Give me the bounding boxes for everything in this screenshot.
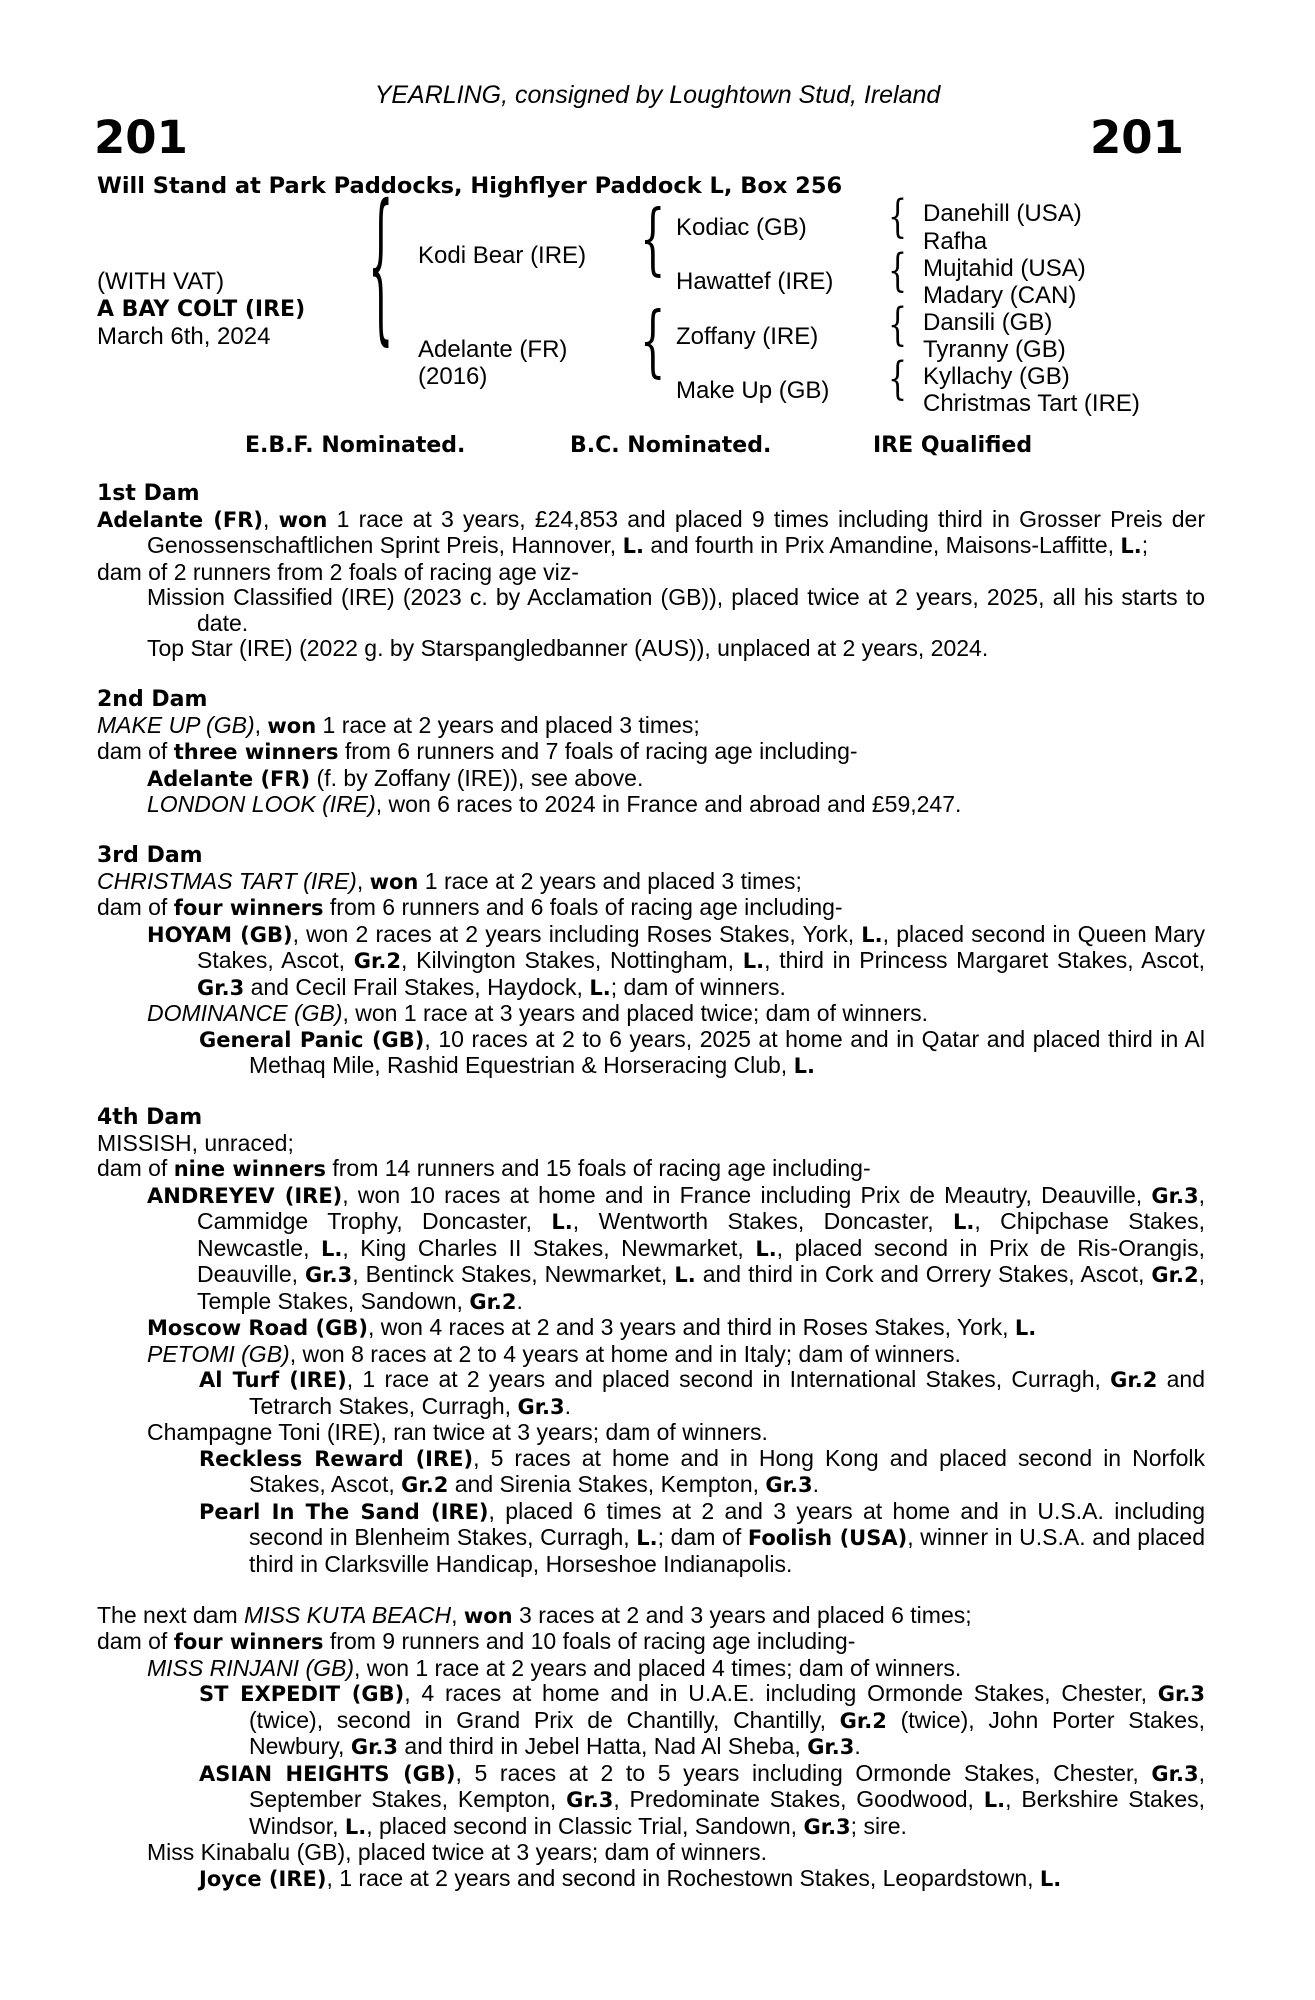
bold-text: Gr.3	[803, 1814, 851, 1839]
text-run: , winner in U.S.A. and placed third in Clarksville Handicap, Horseshoe Indianapolis.	[249, 1524, 1206, 1577]
text-run: , Kilvington Stakes, Nottingham,	[401, 947, 743, 973]
bold-text: four winners	[173, 896, 324, 920]
bold-text: L.	[983, 1788, 1006, 1812]
pedigree-entry	[97, 1629, 1205, 1656]
text-run: , Temple Stakes, Sandown,	[197, 1261, 1205, 1314]
pedigree-entry	[97, 560, 1205, 586]
bold-text: HOYAM (GB)	[147, 922, 293, 947]
bold-text: won	[463, 1603, 513, 1628]
text-run: , third in Princess Margaret Stakes, Ascot,	[764, 947, 1206, 973]
bold-text: ANDREYEV (IRE)	[147, 1183, 343, 1208]
bold-text: Gr.3	[517, 1394, 565, 1419]
pedigree-brace-ggp2: {	[888, 245, 908, 298]
pedigree-entry	[97, 922, 1205, 1002]
pedigree-brace-sire: {	[640, 195, 666, 285]
text-run: , 1 race at 2 years and placed second in International Stakes, Curragh,	[346, 1366, 1111, 1392]
bold-text: L.	[321, 1236, 343, 1261]
text-run: from 9 runners and 10 foals of racing age including-	[323, 1628, 856, 1654]
bold-text: ASIAN HEIGHTS (GB)	[199, 1761, 456, 1786]
bold-text: L.	[742, 949, 765, 973]
section-heading: 1st Dam	[97, 481, 200, 506]
pedigree-brace-ggp4: {	[888, 353, 908, 406]
bold-text: General Panic (GB)	[199, 1027, 425, 1052]
text-run: , 10 races at 2 to 6 years, 2025 at home and in Qatar and placed third in Al Methaq Mile, Rashid Equestrian & Horseracing Club,	[249, 1025, 1205, 1078]
bold-text: four winners	[173, 1630, 324, 1654]
pedigree-entry	[97, 1001, 1205, 1027]
bold-text: Gr.3	[305, 1263, 353, 1287]
text-run: and fourth in Prix Amandine, Maisons-Laffitte,	[643, 532, 1121, 558]
sire-sire: Kodiac (GB)	[676, 214, 807, 241]
text-run: from 14 runners and 15 foals of racing age including-	[325, 1155, 871, 1181]
italic-text: MISS RINJANI (GB)	[147, 1654, 355, 1681]
pedigree-entry	[97, 766, 1205, 793]
text-run: (twice), John Porter Stakes, Newbury,	[249, 1706, 1205, 1759]
text-run: , 4 races at home and in U.A.E. including Ormonde Stakes, Chester,	[404, 1680, 1158, 1706]
pedigree-entry	[97, 895, 1205, 922]
pedigree-entry	[97, 1840, 1205, 1866]
text-run: , won 2 races at 2 years including Roses Stakes, York,	[292, 920, 862, 947]
text-run: , 5 races at 2 to 5 years including Ormonde Stakes, Chester,	[455, 1759, 1152, 1786]
pedigree-entry	[97, 1027, 1205, 1080]
text-run: , Berkshire Stakes, Windsor,	[249, 1786, 1206, 1839]
bold-text: three winners	[173, 740, 339, 764]
text-run: , won 10 races at home and in France including Prix de Meautry, Deauville,	[342, 1181, 1152, 1208]
text-run: Champagne Toni (IRE), ran twice at 3 years; dam of winners.	[147, 1419, 768, 1445]
pedigree-entry	[97, 1156, 1205, 1183]
text-run: and third in Jebel Hatta, Nad Al Sheba,	[398, 1733, 808, 1759]
bold-text: L.	[861, 922, 883, 947]
sire-dam: Hawattef (IRE)	[676, 268, 834, 295]
bold-text: L.	[1039, 1866, 1062, 1891]
bold-text: Gr.3	[1151, 1183, 1199, 1208]
pedigree-entry	[97, 1866, 1205, 1893]
bold-text: Foolish (USA)	[747, 1526, 908, 1550]
pedigree-brace-ggp3: {	[888, 299, 908, 352]
catalogue-body	[97, 481, 1205, 1892]
consignment-subtitle: YEARLING, consigned by Loughtown Stud, Ireland	[374, 81, 941, 109]
bold-text: L.	[953, 1210, 975, 1234]
pedigree-entry	[97, 1183, 1205, 1316]
bold-text: Gr.3	[1157, 1682, 1205, 1706]
bold-text: L.	[551, 1210, 573, 1234]
dam-name: Adelante (FR)	[418, 336, 568, 363]
pedigree-entry	[97, 1761, 1205, 1841]
text-run: ; sire.	[850, 1812, 907, 1839]
text-run: Top Star (IRE) (2022 g. by Starspangledbanner (AUS)), unplaced at 2 years, 2024.	[147, 635, 989, 661]
bold-text: L.	[636, 1526, 658, 1550]
dam-sire: Zoffany (IRE)	[676, 323, 819, 350]
text-run: , placed 6 times at 2 and 3 years at home and in U.S.A. including second in Blenheim Stakes, Curragh,	[249, 1497, 1206, 1550]
text-run: , King Charles II Stakes, Newmarket,	[342, 1234, 756, 1261]
bold-text: Gr.3	[197, 975, 245, 1000]
bold-text: Al Turf (IRE)	[199, 1368, 347, 1392]
bc-nomination: B.C. Nominated.	[570, 433, 772, 458]
horse-name: A BAY COLT (IRE)	[97, 297, 306, 322]
text-run: and Sirenia Stakes, Kempton,	[448, 1471, 766, 1497]
text-run: .	[564, 1392, 572, 1419]
text-run: ,	[451, 1601, 464, 1628]
ggp-5: Dansili (GB)	[923, 309, 1053, 336]
bold-text: Gr.3	[566, 1788, 614, 1812]
lot-number-left: 201	[94, 111, 188, 164]
pedigree-entry	[97, 713, 1205, 740]
text-run: , Predominate Stakes, Goodwood,	[613, 1786, 984, 1812]
text-run: dam of	[97, 1628, 174, 1654]
pedigree-entry	[97, 792, 1205, 818]
bold-text: Adelante (FR)	[147, 766, 311, 791]
dam-year: (2016)	[418, 363, 488, 390]
text-run: , 5 races at home and in Hong Kong and placed second in Norfolk Stakes, Ascot,	[249, 1444, 1205, 1497]
text-run: ,	[262, 505, 279, 532]
text-run: dam of	[97, 738, 174, 764]
text-run: , won 4 races at 2 and 3 years and third in Roses Stakes, York,	[367, 1314, 1015, 1340]
vat-note: (WITH VAT)	[97, 268, 225, 295]
bold-text: L.	[622, 534, 644, 558]
ebf-nomination: E.B.F. Nominated.	[245, 433, 466, 458]
ggp-6: Tyranny (GB)	[923, 336, 1066, 363]
bold-text: won	[278, 507, 328, 532]
text-run: and third in Cork and Orrery Stakes, Ascot,	[695, 1261, 1152, 1287]
text-run: ; dam of winners.	[610, 973, 786, 1000]
text-run: , 1 race at 2 years and second in Rochestown Stakes, Leopardstown,	[326, 1864, 1040, 1891]
text-run: (f. by Zoffany (IRE)), see above.	[310, 764, 644, 791]
text-run: , placed second in Queen Mary Stakes, Ascot,	[197, 920, 1205, 973]
dam-dam: Make Up (GB)	[676, 377, 830, 404]
text-run: , won 1 race at 3 years and placed twice; dam of winners.	[342, 1000, 929, 1026]
text-run: , placed second in Classic Trial, Sandown,	[366, 1812, 804, 1839]
bold-text: Gr.3	[765, 1473, 813, 1497]
pedigree-brace-ggp1: {	[888, 191, 908, 244]
italic-text: LONDON LOOK (IRE)	[147, 791, 376, 817]
pedigree-entry	[97, 1420, 1205, 1446]
pedigree-entry	[97, 1656, 1205, 1682]
pedigree-entry	[97, 507, 1205, 560]
text-run: Miss Kinabalu (GB), placed twice at 3 years; dam of winners.	[147, 1839, 767, 1865]
text-run: Mission Classified (IRE) (2023 c. by Acclamation (GB)), placed twice at 2 years, 2025, all his starts to date.	[147, 584, 1205, 636]
text-run: .	[812, 1471, 820, 1497]
ggp-1: Danehill (USA)	[923, 200, 1082, 227]
pedigree-brace-dam: {	[640, 297, 666, 387]
italic-text: PETOMI (GB)	[147, 1340, 290, 1367]
italic-text: MISS KUTA BEACH	[244, 1601, 452, 1628]
text-run: and Tetrarch Stakes, Curragh,	[249, 1366, 1205, 1419]
text-run: , Chipchase Stakes, Newcastle,	[197, 1208, 1205, 1261]
text-run: 3 races at 2 and 3 years and placed 6 times;	[512, 1601, 972, 1628]
text-run: dam of	[97, 1155, 174, 1181]
text-run: from 6 runners and 7 foals of racing age including-	[338, 738, 858, 764]
pedigree-entry	[97, 869, 1205, 896]
bold-text: Joyce (IRE)	[199, 1866, 327, 1891]
pedigree-entry	[97, 1603, 1205, 1630]
bold-text: L.	[1014, 1316, 1037, 1340]
bold-text: Gr.2	[1151, 1263, 1199, 1287]
pedigree-brace-main: {	[368, 173, 394, 363]
bold-text: Gr.3	[807, 1735, 855, 1759]
text-run: , September Stakes, Kempton,	[249, 1759, 1205, 1812]
bold-text: L.	[589, 975, 611, 1000]
text-run: 1 race at 2 years and placed 3 times;	[316, 711, 700, 738]
bold-text: L.	[755, 1236, 777, 1261]
bold-text: L.	[1120, 534, 1142, 558]
text-run: , won 6 races to 2024 in France and abroad and £59,247.	[375, 791, 962, 817]
bold-text: Gr.2	[1110, 1368, 1158, 1392]
text-run: , Bentinck Stakes, Newmarket,	[352, 1261, 675, 1287]
bold-text: Moscow Road (GB)	[147, 1316, 368, 1340]
text-run: and Cecil Frail Stakes, Haydock,	[244, 973, 590, 1000]
pedigree-entry	[97, 1342, 1205, 1368]
text-run: ,	[356, 867, 370, 894]
text-run: ,	[254, 711, 268, 738]
pedigree-entry	[97, 585, 1205, 636]
bold-text: Gr.3	[350, 1735, 399, 1759]
text-run: , won 1 race at 2 years and placed 4 times; dam of winners.	[354, 1654, 962, 1681]
bold-text: ST EXPEDIT (GB)	[199, 1682, 405, 1706]
pedigree-entry	[97, 739, 1205, 766]
pedigree-entry	[97, 1367, 1205, 1420]
text-run: 1 race at 2 years and placed 3 times;	[418, 867, 802, 894]
italic-text: MAKE UP (GB)	[97, 711, 255, 738]
text-run: The next dam	[97, 1601, 245, 1628]
text-run: ;	[1141, 532, 1149, 558]
bold-text: Pearl In The Sand (IRE)	[199, 1499, 489, 1524]
text-run: (twice), second in Grand Prix de Chantilly, Chantilly,	[249, 1706, 840, 1733]
sire-name: Kodi Bear (IRE)	[418, 242, 587, 269]
bold-text: Gr.2	[353, 949, 401, 973]
ire-qualified: IRE Qualified	[873, 433, 1033, 458]
pedigree-entry	[97, 1131, 1205, 1157]
ggp-7: Kyllachy (GB)	[923, 363, 1070, 390]
bold-text: L.	[793, 1054, 815, 1078]
bold-text: L.	[674, 1263, 696, 1287]
bold-text: Adelante (FR)	[97, 507, 263, 532]
paragraph-gap	[97, 1577, 1205, 1603]
italic-text: CHRISTMAS TART (IRE)	[97, 867, 357, 894]
ggp-4: Madary (CAN)	[923, 282, 1077, 309]
text-run: .	[854, 1733, 861, 1759]
text-run: from 6 runners and 6 foals of racing age including-	[323, 894, 843, 920]
bold-text: won	[267, 713, 317, 738]
text-run: 1 race at 3 years, £24,853 and placed 9 times including third in Grosser Preis der Genossenschaftlichen Sprint Preis, Hannover,	[147, 505, 1206, 558]
text-run: , Cammidge Trophy, Doncaster,	[197, 1181, 1206, 1234]
text-run: .	[516, 1287, 523, 1314]
stabling-line: Will Stand at Park Paddocks, Highflyer Paddock L, Box 256	[97, 173, 843, 199]
pedigree-entry	[97, 1446, 1205, 1499]
text-run: , Wentworth Stakes, Doncaster,	[572, 1208, 954, 1234]
pedigree-entry	[97, 1315, 1205, 1342]
pedigree-entry	[97, 636, 1205, 662]
text-run: , placed second in Prix de Ris-Orangis, Deauville,	[197, 1234, 1205, 1287]
bold-text: Reckless Reward (IRE)	[199, 1446, 474, 1471]
foaling-date: March 6th, 2024	[97, 323, 271, 350]
ggp-2: Rafha	[923, 228, 988, 255]
ggp-8: Christmas Tart (IRE)	[923, 390, 1140, 417]
ggp-3: Mujtahid (USA)	[923, 255, 1086, 282]
pedigree-entry	[97, 1499, 1205, 1578]
text-run: MISSISH, unraced;	[97, 1129, 294, 1156]
bold-text: Gr.2	[839, 1708, 887, 1733]
text-run: dam of 2 runners from 2 foals of racing age viz-	[97, 558, 579, 585]
section-heading: 3rd Dam	[97, 843, 203, 868]
section-heading: 4th Dam	[97, 1105, 203, 1130]
bold-text: Gr.2	[469, 1289, 517, 1314]
text-run: ; dam of	[657, 1524, 748, 1550]
lot-number-right: 201	[1090, 111, 1184, 164]
text-run: , won 8 races at 2 to 4 years at home and in Italy; dam of winners.	[289, 1340, 961, 1367]
text-run: dam of	[97, 894, 174, 920]
bold-text: Gr.2	[401, 1473, 449, 1497]
bold-text: won	[369, 869, 419, 894]
italic-text: DOMINANCE (GB)	[147, 1000, 343, 1026]
section-heading: 2nd Dam	[97, 687, 208, 712]
pedigree-entry	[97, 1681, 1205, 1761]
bold-text: Gr.3	[1151, 1761, 1199, 1786]
bold-text: nine winners	[173, 1157, 326, 1181]
bold-text: L.	[344, 1814, 367, 1839]
